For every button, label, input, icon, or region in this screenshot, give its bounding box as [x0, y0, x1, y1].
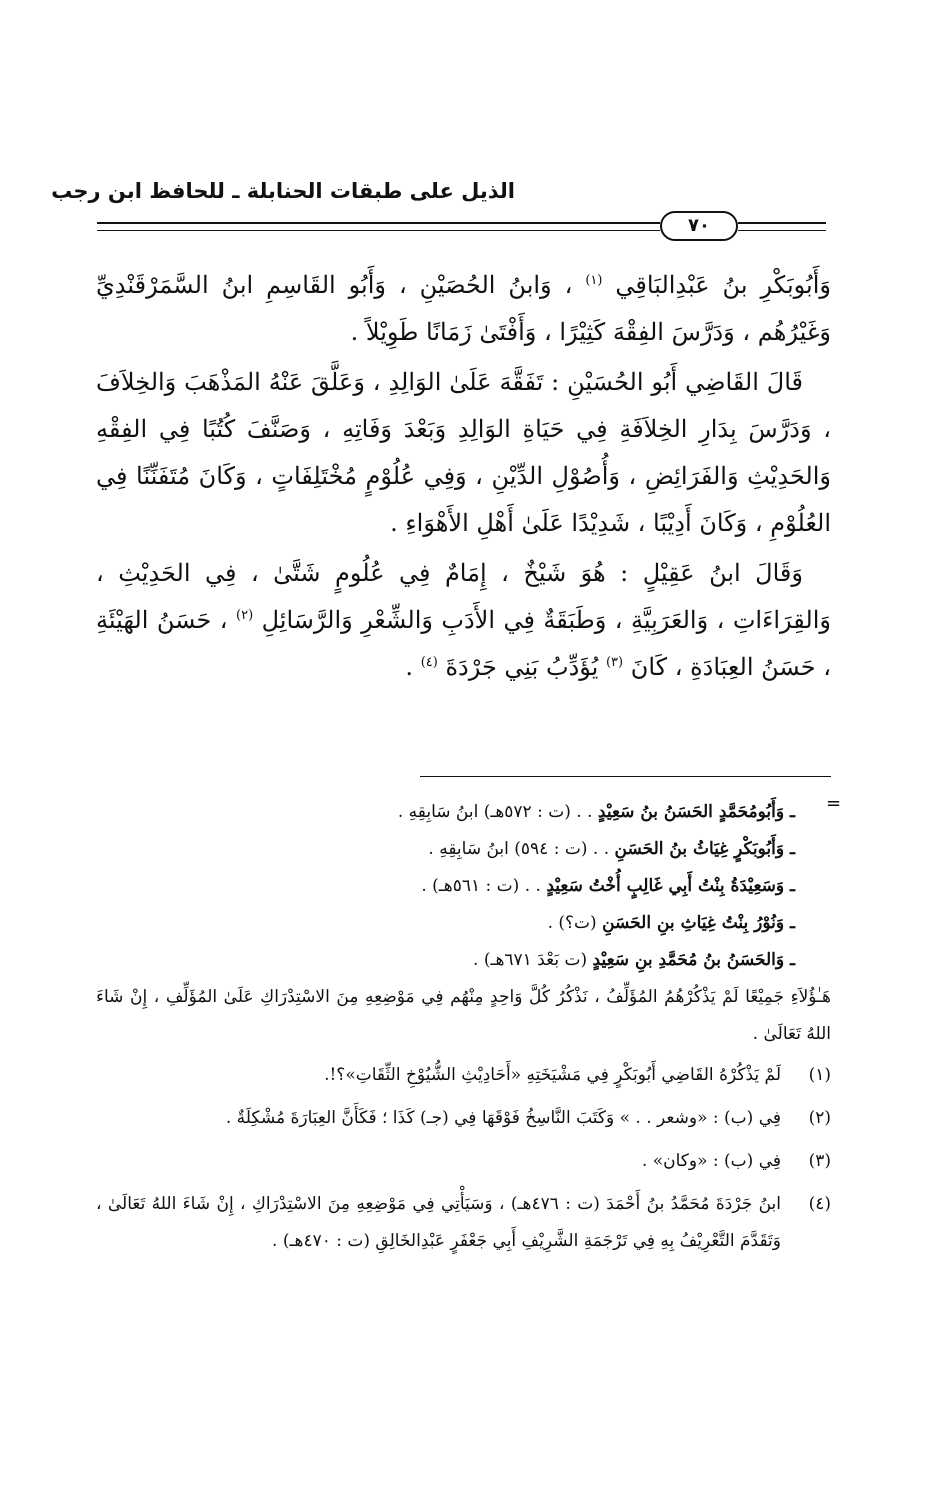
footnote-text: ابنُ جَرْدَةَ مُحَمَّدُ بنُ أَحْمَدَ (ت : ٤٧٦هـ) ، وَسَيَأْتِي فِي مَوْضِعِهِ مِنَ الاسْتِدْرَاكِ ، إِنْ شَاءَ اللهُ تَعَالَىٰ ، وَتَقَدَّمَ التَّعْرِيْفُ بِهِ فِي تَرْجَمَةِ الشَّرِيْفِ أَبِي جَعْفَرٍ عَبْدِالخَالِقِ (ت : ٤٧٠هـ) . [96, 1194, 781, 1251]
header-rule-right-thin [738, 230, 826, 231]
paragraph [96, 359, 831, 547]
text-segment: ، حَسَنُ الهَيْئَةِ ، حَسَنُ العِبَادَةِ ، كَانَ [96, 606, 831, 681]
continuation-item [96, 905, 795, 942]
footnote-ref: (٤) [420, 655, 438, 670]
footnote-item [96, 1100, 831, 1137]
header-rule-left-thick [97, 222, 660, 224]
text-segment: قَالَ القَاضِي أَبُو الحُسَيْنِ : تَفَقَّهَ عَلَىٰ الوَالِدِ ، وَعَلَّقَ عَنْهُ المَذْهَبَ وَالخِلاَفَ ، وَدَرَّسَ بِدَارِ الخِلاَفَةِ فِي حَيَاةِ الوَالِدِ وَبَعْدَ وَفَاتِهِ ، وَصَنَّفَ كُتُبًا فِي الفِقْهِ وَالحَدِيْثِ وَالفَرَائِضِ ، وَأُصُوْلِ الدِّيْنِ ، وَفِي عُلُوْمٍ مُخْتَلِفَاتٍ ، وَكَانَ مُتَفَنِّنًا فِي العُلُوْمِ ، وَكَانَ أَدِيْبًا ، شَدِيْدًا عَلَىٰ أَهْلِ الأَهْوَاءِ . [96, 368, 831, 537]
paragraph [96, 550, 831, 691]
footnote-text: فِي (ب) : «وكان» . [641, 1151, 781, 1171]
text-segment: وَقَالَ ابنُ عَقِيْلٍ : هُوَ شَيْخٌ ، إِمَامٌ فِي عُلُومٍ شَتَّىٰ ، فِي الحَدِيْثِ ، وَالقِرَاءَاتِ ، وَالعَرَبِيَّةِ ، وَطَبَقَةٌ فِي الأَدَبِ وَالشِّعْرِ وَالرَّسَائِلِ [96, 559, 831, 634]
running-title: الذيل على طبقات الحنابلة ـ للحافظ ابن رجب [51, 179, 515, 203]
continuation-note: هَـٰؤُلاَءِ جَمِيْعًا لَمْ يَذْكُرْهُمُ المُؤَلِّفُ ، نَذْكُرُ كُلَّ وَاحِدٍ مِنْهُم فِي مَوْضِعِهِ مِنَ الاسْتِدْرَاكِ عَلَىٰ المُؤَلِّفِ ، إِنْ شَاءَ اللهُ تَعَالَىٰ . [96, 987, 831, 1044]
continuation-marker: = [826, 793, 842, 814]
person-name: ـ وَأَبُومُحَمَّدٍ الحَسَنُ بنُ سَعِيْدٍ [597, 802, 795, 822]
footnote-list [96, 1057, 831, 1260]
footnote-item [96, 1186, 831, 1260]
footnote-number: (١) [808, 1065, 831, 1085]
person-name: ـ وَأَبُوبَكْرٍ غِيَاثُ بنُ الحَسَنِ [614, 839, 795, 859]
person-detail: . . (ت : ٥٩٤) ابنُ سَابِقِهِ . [428, 839, 610, 859]
continuation-item [96, 868, 795, 905]
footnote-item [96, 1057, 831, 1094]
footnote-separator [420, 776, 831, 777]
person-detail: (ت بَعْدَ ٦٧١هـ) . [473, 950, 588, 970]
person-name: ـ وَالحَسَنُ بنُ مُحَمَّدِ بنِ سَعِيْدٍ [592, 950, 795, 970]
footnotes [96, 794, 831, 1266]
footnote-item [96, 1143, 831, 1180]
footnote-text: لَمْ يَذْكُرْهُ القَاضِي أَبُوبَكْرٍ فِي مَشْيَخَتِهِ «أَحَادِيْثِ الشُّيُوْخِ الثِّقَاتِ»؟!. [324, 1065, 781, 1085]
header-rule-left-thin [97, 230, 660, 231]
footnote-number: (٤) [808, 1194, 831, 1214]
person-detail: (ت؟) . [547, 913, 597, 933]
continuation-list [96, 794, 831, 979]
continuation-item [96, 794, 795, 831]
footnote-number: (٢) [808, 1108, 831, 1128]
paragraph [96, 262, 831, 356]
continuation-item [96, 942, 795, 979]
footnote-text: فِي (ب) : «وشعر . . » وَكَتَبَ النَّاسِخُ فَوْقَهَا فِي (جـ) كَذَا ؛ فَكَأَنَّ العِبَارَةَ مُشْكِلَةٌ . [225, 1108, 781, 1128]
person-name: ـ وَنُوْرُ بِنْتُ غِيَاثِ بنِ الحَسَنِ [602, 913, 795, 933]
page-number: ٧٠ [660, 211, 738, 241]
footnote-ref: (١) [585, 273, 603, 288]
text-segment: . [405, 653, 421, 681]
footnote-ref: (٣) [605, 655, 624, 670]
text-segment: يُؤَدِّبُ بَنِي جَرْدَةَ [437, 653, 606, 681]
header-rule-right-thick [738, 222, 826, 224]
main-text [96, 262, 831, 694]
person-detail: . . (ت : ٥٧٢هـ) ابنُ سَابِقِهِ . [397, 802, 593, 822]
person-detail: . . (ت : ٥٦١هـ) . [421, 876, 541, 896]
footnote-ref: (٢) [236, 608, 254, 623]
text-segment: ، وَابنُ الحُصَيْنِ ، وَأَبُو القَاسِمِ ابنُ السَّمَرْقَنْدِيِّ وَغَيْرُهُم ، وَدَرَّسَ الفِقْهَ كَثِيْرًا ، وَأَفْتَىٰ زَمَانًا طَوِيْلاً . [96, 271, 831, 346]
footnote-number: (٣) [808, 1151, 831, 1171]
person-name: ـ وَسَعِيْدَةُ بِنْتُ أَبِي غَالِبٍ أُخْتُ سَعِيْدٍ [546, 876, 795, 896]
continuation-item [96, 831, 795, 868]
text-segment: وَأَبُوبَكْرِ بنُ عَبْدِالبَاقِي [602, 271, 831, 299]
